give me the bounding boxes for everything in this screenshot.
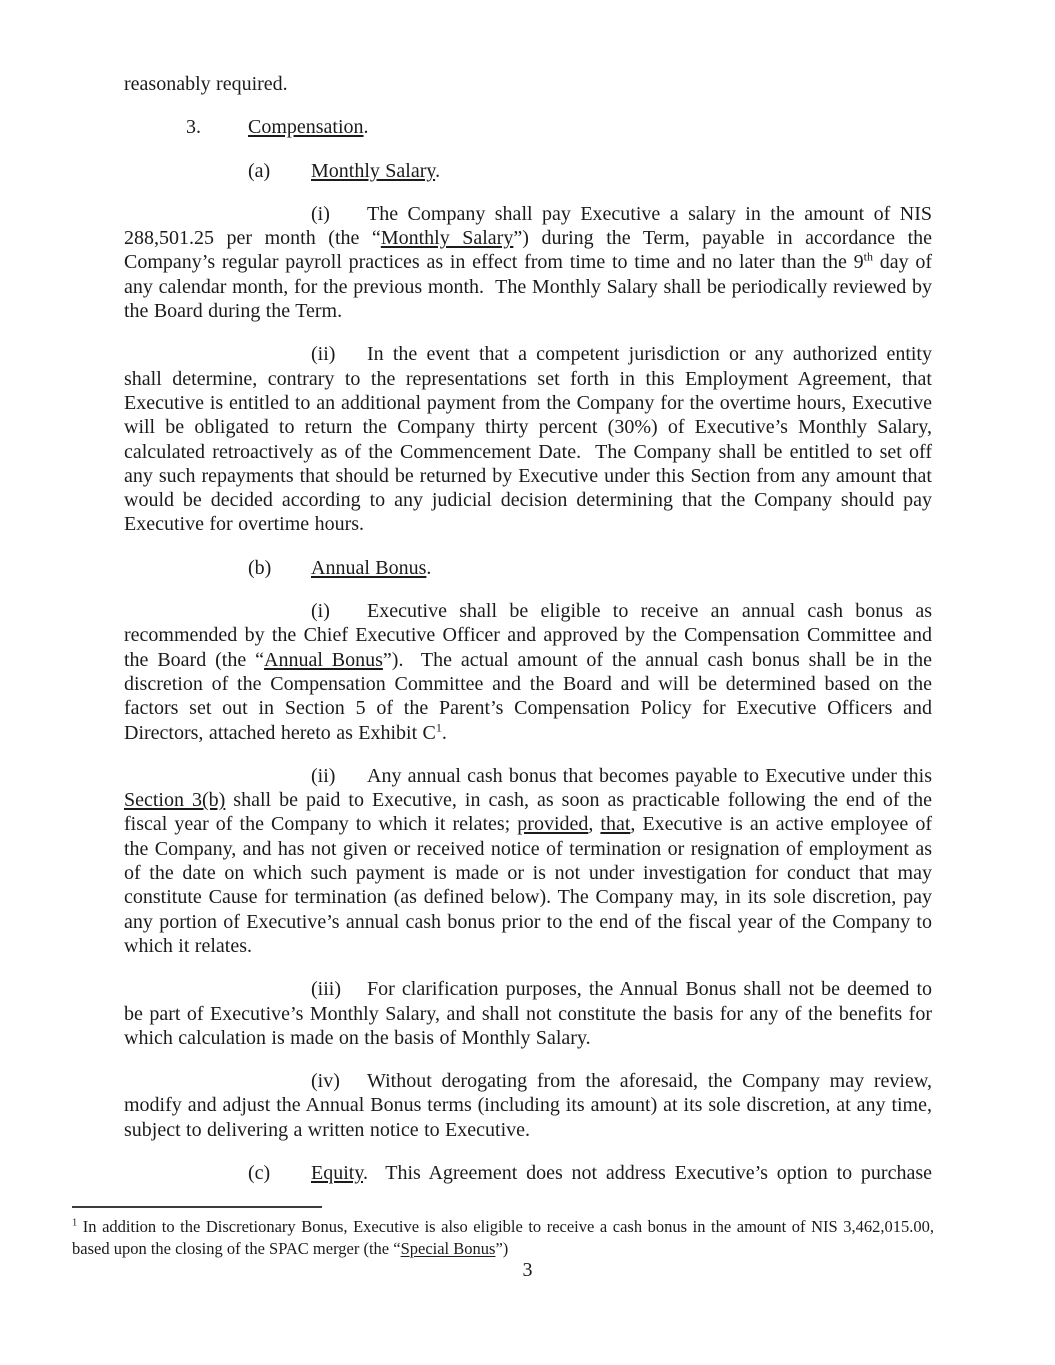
paragraph-label: (iv)	[311, 1070, 340, 1093]
indent-spacer	[124, 176, 248, 177]
defined-term: Monthly Salary	[380, 227, 514, 250]
section-3-heading	[124, 115, 932, 139]
paragraph-a-ii	[124, 342, 932, 536]
subsection-label: (a)	[248, 159, 271, 182]
text-segment: Any annual cash bonus that becomes payable to Executive under this	[367, 764, 932, 787]
indent-spacer	[124, 573, 248, 574]
text-segment: day of any calendar month, for the previous month. The Monthly Salary shall be periodically reviewed by the Board during the Term.	[124, 251, 932, 323]
text-segment: Executive shall be eligible to receive an annual cash bonus as recommended by the Chief Executive Officer and approved by the Compensation Committee and the Board (the “	[124, 600, 932, 671]
indent-spacer	[124, 219, 311, 220]
section-number: 3.	[186, 116, 201, 139]
text-segment: For clarification purposes, the Annual Bonus shall not be deemed to be part of Executive’s Monthly Salary, and shall not constitute the basis for any of the benefits for which calculation is made on the basis of Monthly Salary.	[124, 978, 932, 1049]
text-segment: The Company shall pay Executive a salary in the amount of NIS 288,501.25 per month (the “	[124, 202, 932, 250]
indent-spacer	[124, 1086, 311, 1087]
footnote-marker: 1	[72, 1217, 78, 1229]
emphasized-term: provided	[517, 813, 589, 836]
page-number: 3	[522, 1259, 533, 1281]
paragraph-b-iv	[124, 1069, 932, 1142]
text-segment: . This Agreement does not address Executive’s option to purchase	[363, 1161, 932, 1184]
paragraph-c	[124, 1161, 932, 1185]
indent-spacer	[124, 616, 311, 617]
footnote-separator	[72, 1206, 322, 1208]
indent-spacer	[124, 132, 186, 133]
ordinal-superscript: th	[863, 249, 873, 264]
indent-spacer	[124, 1178, 248, 1179]
footnote-area	[72, 1206, 934, 1259]
paragraph-label: (ii)	[311, 343, 336, 366]
subsection-label: (b)	[248, 556, 272, 579]
text-segment: In the event that a competent jurisdiction or any authorized entity shall determine, contrary to the representations set forth in this Employment Agreement, that Executive is entitled to an additional payment from the Company for the overtime hours, Executive will be obligated to return the Company thirty percent (30%) of Executive’s Monthly Salary, calculated retroactively as of the Commencement Date. The Company shall be entitled to set off any such repayments that should be returned by Executive under this Section from any amount that would be decided according to any judicial decision determining that the Company should pay Executive for overtime hours.	[124, 343, 932, 536]
emphasized-term: that	[600, 813, 631, 836]
text-segment: ”)	[495, 1238, 509, 1258]
text-segment: .	[363, 116, 369, 139]
text-segment: ,	[588, 813, 601, 836]
continuation-paragraph	[124, 72, 932, 96]
text-segment: ”) during the Term, payable in accordance the Company’s regular payroll practices as in effect from time to time and no later than the 9	[124, 227, 933, 274]
text-segment: .	[441, 721, 447, 744]
footnote-text	[72, 1216, 934, 1259]
text-segment: .	[426, 556, 432, 579]
subsection-title: Equity	[311, 1161, 364, 1184]
cross-reference: Section 3(b)	[124, 789, 226, 812]
paragraph-label: (ii)	[311, 764, 336, 787]
document-body	[124, 72, 932, 1204]
indent-spacer	[124, 994, 311, 995]
defined-term: Special Bonus	[400, 1238, 496, 1258]
section-title: Compensation	[248, 116, 364, 139]
text-segment: In addition to the Discretionary Bonus, Executive is also eligible to receive a cash bonus in the amount of NIS 3,462,015.00, based upon the closing of the SPAC merger (the “	[72, 1217, 934, 1258]
text-segment: Without derogating from the aforesaid, the Company may review, modify and adjust the Annual Bonus terms (including its amount) at its sole discretion, at any time, subject to delivering a written notice to Executive.	[124, 1070, 932, 1141]
text-segment: shall be paid to Executive, in cash, as soon as practicable following the end of the fiscal year of the Company to which it relates;	[124, 789, 932, 836]
paragraph-label: (i)	[311, 202, 330, 225]
text-segment: .	[435, 159, 441, 182]
indent-spacer	[124, 781, 311, 782]
subsection-b-heading	[124, 556, 932, 580]
text-segment: reasonably required.	[124, 73, 288, 95]
paragraph-b-iii	[124, 977, 932, 1050]
subsection-label: (c)	[248, 1161, 271, 1184]
paragraph-a-i	[124, 202, 932, 323]
paragraph-label: (i)	[311, 600, 330, 623]
paragraph-b-i	[124, 599, 932, 745]
footnote-reference: 1	[435, 719, 442, 734]
paragraph-label: (iii)	[311, 978, 341, 1001]
subsection-title: Annual Bonus	[311, 556, 427, 579]
indent-spacer	[124, 359, 311, 360]
text-segment: ”). The actual amount of the annual cash bonus shall be in the discretion of the Compensation Committee and the Board and will be determined based on the factors set out in Section 5 of the Parent’s Compensation Policy for Executive Officers and Directors, attached hereto as Exhibit C	[124, 648, 932, 744]
defined-term: Annual Bonus	[264, 648, 383, 671]
text-segment: , Executive is an active employee of the Company, and has not given or received notice of termination or resignation of employment as of the date on which such payment is made or is not under investigation for conduct that may constitute Cause for termination (as defined below). The Company may, in its sole discretion, pay any portion of Executive’s annual cash bonus prior to the end of the fiscal year of the Company to which it relates.	[124, 813, 933, 957]
subsection-a-heading	[124, 159, 932, 183]
subsection-title: Monthly Salary	[311, 159, 436, 182]
paragraph-b-ii	[124, 764, 932, 958]
